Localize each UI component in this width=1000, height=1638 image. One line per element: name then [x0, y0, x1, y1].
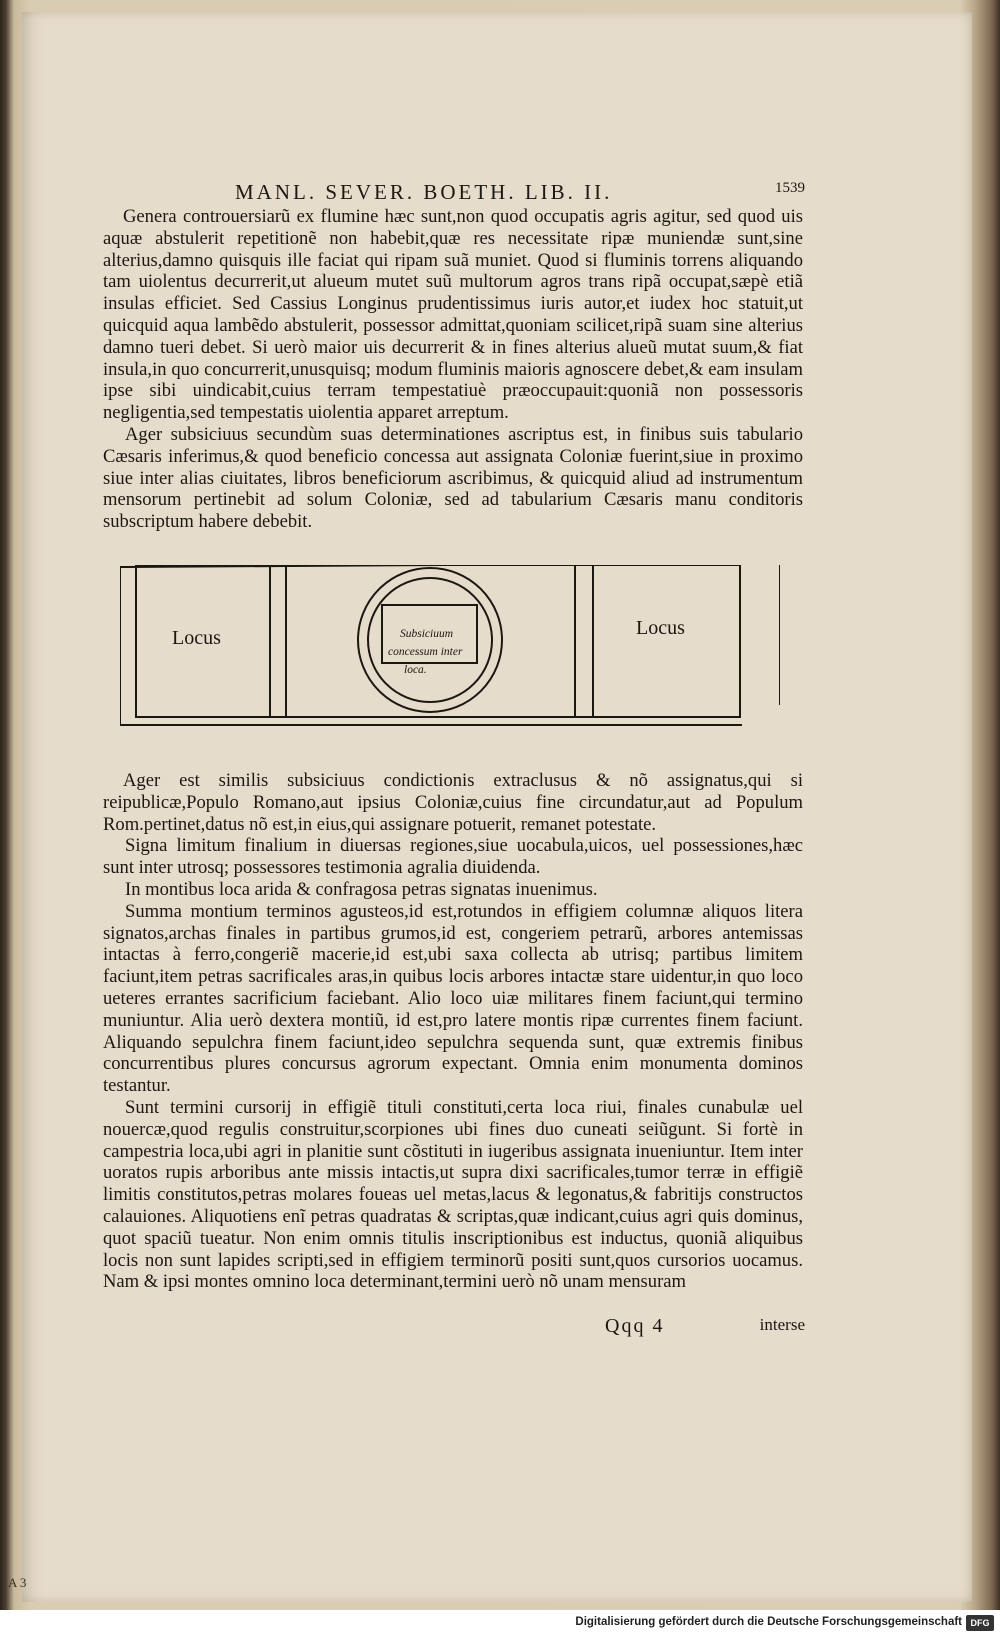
shelfmark: A 3 — [8, 1575, 27, 1590]
subsicivum-label — [388, 625, 493, 679]
running-header — [235, 180, 805, 205]
paragraph: Ager subsiciuus secundùm suas determinationes ascriptus est, in finibus suis tabulario Cæsaris inferimus,& quod beneficio concessa aut assignata Coloniæ fuerint,siue in proximo siue inter alias ciuitates, libros beneficiorum ascribimus, & quicquid aliud ad instrumentum mensorum pertinebit ad solum Coloniæ, sed ad tabularium Cæsaris manu conditoris subscriptum habere debebit. — [103, 423, 803, 533]
paragraph: Sunt termini cursorij in effigiẽ tituli constituti,certa loca riui, finales cunabulæ uel nouercæ,quod regulis construitur,scorpiones ubi fines duo cuneati seiũgunt. Si fortè in campestria loca,ubi agri in planitie sunt cõstituti in iugeribus assignata inueniuntur. Item inter uoratos rupis arboribus ante missis intactis,ut supra dixi sacrificales,tumor terræ in effigiẽ limitis constitutos,petras molares foueas uel metas,lacus & legonatus,& fabritijs constructos calauiones. Aliquotiens enĩ petras quadratas & scriptas,quæ indicant,cuius agri quis dominus, quot spaciũ tueatur. Non enim omnis titulis inscriptionibus est inductus, quoniã aliquibus locis non sunt lapides scripti,sed in effigiem terminorũ positi sunt,quos cursorios uocamus. Nam & ipsi montes omnino loca determinant,termini uerò nõ unam mensuram — [103, 1096, 803, 1293]
signature-line — [605, 1315, 805, 1338]
running-title: MANL. SEVER. BOETH. LIB. II. — [235, 180, 613, 204]
paragraph: In montibus loca arida & confragosa petras signatas inuenimus. — [125, 878, 598, 900]
text-block-upper — [103, 206, 803, 533]
paragraph: Signa limitum finalium in diuersas regiones,siue uocabula,uicos, uel possessiones,hæc sunt inter utrosq; possessores testimonia agralia diuidenda. — [103, 835, 803, 879]
dfg-logo: DFG — [966, 1615, 994, 1631]
subsicivum-line: concessum inter — [388, 646, 463, 658]
locus-right-label: Locus — [636, 617, 685, 639]
locus-left-label: Locus — [172, 627, 221, 649]
text-block-lower — [103, 770, 803, 1293]
digitization-footer — [0, 1610, 1000, 1638]
catchword: interse — [759, 1315, 805, 1334]
subsicivum-line: loca. — [404, 664, 427, 676]
paragraph: Summa montium terminos agusteos,id est,rotundos in effigiem columnæ aliquos litera signatos,archas finales in partibus grumos,id est, congeriem petrarũ, arbores antemissas intactas à ferro,congeriẽ macerie,id est,ubi saxa collecta ab utrisq; partibus limitem faciunt,item petras sacrificales aras,in quibus locis arbores intactæ stare uidentur,in quo loco ueteres errantes sacrificium faciebant. Alio loco uiæ militares finem faciunt,qui termino muniuntur. Alia uerò dextera montiũ, id est,pro latere montis ripæ currentes finem faciunt. Aliquando sepulchra finem faciunt,ideo sepulchra sequenda sunt, quæ extremis finibus concurrentibus plures concursus agrorum expectant. Omnia enim monumenta dominos testantur. — [103, 900, 803, 1097]
paragraph: Genera controuersiarũ ex flumine hæc sunt,non quod occupatis agris agitur, sed quod uis aquæ abstulerit repetitionẽ non habebit,quæ res necessitate ripæ muniendæ sunt,sine alterius,damno quisquis ille faciat qui ripam suã muniet. Quod si fluminis torrens aliquando tam uiolentus decurrerit,ut alueum mutet suũ multorum agros trans ripã occupat,sæpè etiã insulas efficiet. Sed Cassius Longinus prudentissimus iuris autor,et iudex hoc statuit,ut quicquid aqua lambẽdo abstulerit, possessor admittat,quoniam scilicet,ripã suam sine alterius damno tueri debet. Si uerò maior uis decurrerit & in fines alterius alueũ mutat suum,& fiat insula,in quo concurrerit,unusquisq; modum fluminis maioris agnoscere debet,& eam insulam ipse sibi uindicabit,cuius terram tempestatiuè præoccupauit:quoniã non possessoris negligentia,sed tempestatis uiolentia apparet arreptum. — [103, 206, 803, 424]
paragraph: Ager est similis subsiciuus condictionis extraclusus & nõ assignatus,qui si reipublicæ,Populo Romano,aut ipsius Coloniæ,cuius fine circundatur,aut ad Populum Rom.pertinet,datus nõ est,in eius,qui assignare potuerit, remanet potestate. — [103, 770, 803, 835]
funding-notice: Digitalisierung gefördert durch die Deutsche Forschungsgemeinschaft — [575, 1616, 962, 1628]
signature-mark: Qqq 4 — [605, 1315, 665, 1337]
subsicivum-line: Subsiciuum — [400, 628, 454, 640]
page-number: 1539 — [775, 180, 805, 196]
